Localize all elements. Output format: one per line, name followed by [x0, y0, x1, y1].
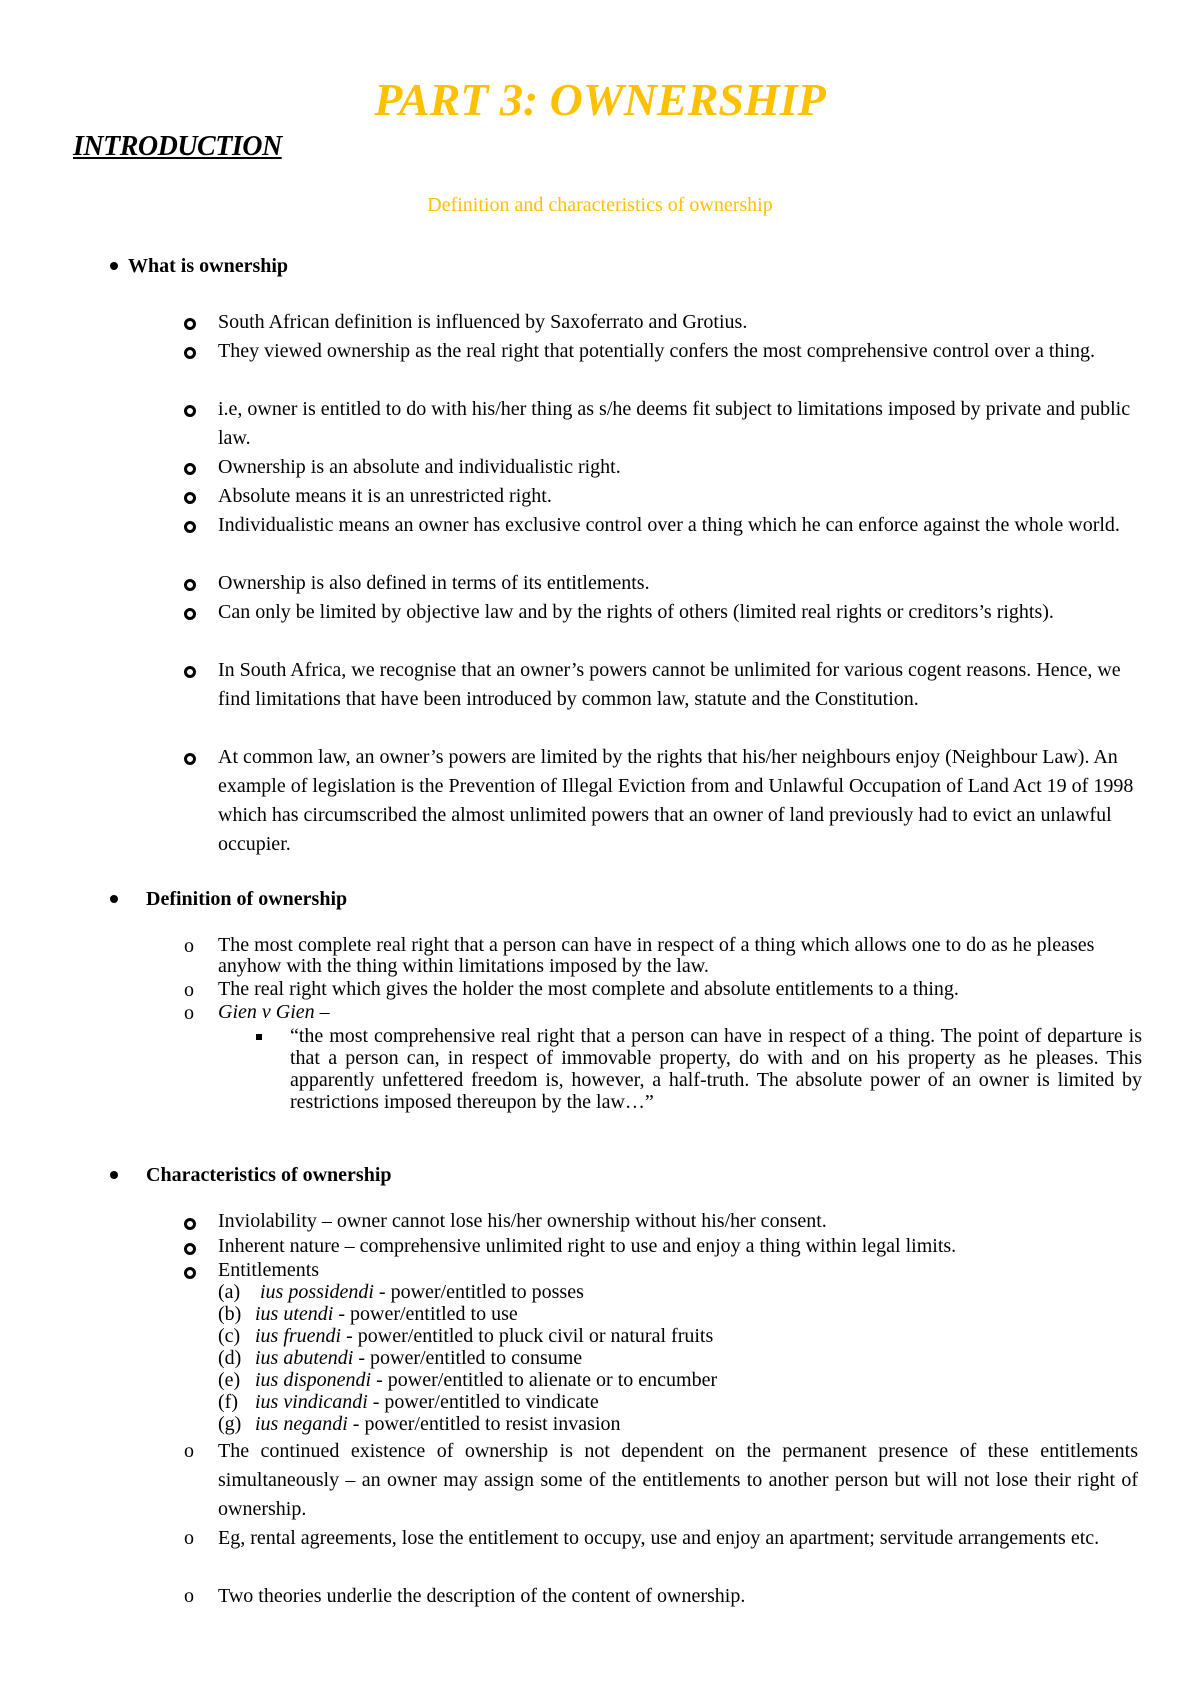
circle-bullet-icon: o — [184, 1527, 194, 1549]
entitlement-desc: - power/entitled to posses — [373, 1281, 584, 1303]
list-item-text: Can only be limited by objective law and by the rights of others (limited real rights or creditors’s rights). — [218, 601, 1054, 623]
list-item-text: Two theories underlie the description of the content of ownership. — [218, 1585, 746, 1607]
circle-bullet-icon — [184, 666, 196, 678]
entitlement-term: ius negandi — [255, 1413, 348, 1435]
entitlement-label: (f) — [218, 1391, 238, 1413]
entitlement-item — [218, 1413, 1118, 1435]
case-name: Gien v Gien — [218, 1001, 315, 1023]
entitlement-item — [218, 1391, 1118, 1413]
entitlement-desc: - power/entitled to pluck civil or natural fruits — [341, 1325, 714, 1347]
entitlement-desc: - power/entitled to resist invasion — [347, 1413, 621, 1435]
circle-bullet-icon: o — [184, 1585, 194, 1607]
circle-bullet-icon: o — [184, 1002, 194, 1024]
list-item-text: South African definition is influenced by Saxoferrato and Grotius. — [218, 311, 748, 333]
entitlement-desc: - power/entitled to alienate or to encumber — [371, 1369, 718, 1391]
entitlement-label: (e) — [218, 1369, 241, 1391]
entitlement-label: (c) — [218, 1325, 241, 1347]
list-item-text: Absolute means it is an unrestricted right. — [218, 485, 552, 507]
heading-text: What is ownership — [128, 255, 289, 277]
section-heading: INTRODUCTION — [73, 131, 282, 162]
entitlement-term: ius disponendi — [255, 1369, 372, 1391]
circle-bullet-icon: o — [184, 979, 194, 1001]
bullet-dot-icon — [110, 1171, 118, 1179]
entitlement-desc: - power/entitled to vindicate — [367, 1391, 599, 1413]
entitlement-term: ius utendi — [255, 1303, 334, 1325]
page-title: PART 3: OWNERSHIP — [374, 74, 826, 125]
list-item-text: Eg, rental agreements, lose the entitlement to occupy, use and enjoy an apartment; servitude arrangements etc. — [218, 1527, 1100, 1549]
list-item-text: They viewed ownership as the real right that potentially confers the most comprehensive control over a thing. — [218, 340, 1095, 362]
list-item-text: Ownership is an absolute and individualistic right. — [218, 456, 621, 478]
heading-text: Characteristics of ownership — [146, 1164, 392, 1186]
circle-bullet-icon — [184, 753, 196, 765]
entitlement-term: ius abutendi — [255, 1347, 354, 1369]
bullet-dot-icon — [110, 895, 118, 903]
entitlement-item — [218, 1281, 1118, 1303]
circle-bullet-icon — [184, 463, 196, 475]
entitlement-term: ius fruendi — [255, 1325, 342, 1347]
heading-text: Definition of ownership — [146, 888, 348, 910]
list-item-text: Entitlements — [218, 1259, 320, 1281]
entitlement-desc: - power/entitled to consume — [353, 1347, 583, 1369]
circle-bullet-icon: o — [184, 935, 194, 957]
list-item-text: The most complete real right that a person can have in respect of a thing which allows one to do as he pleases anyhow with the thing within limitations imposed by the law. — [218, 934, 1095, 977]
circle-bullet-icon — [184, 492, 196, 504]
entitlement-item — [218, 1303, 1118, 1325]
entitlement-item — [218, 1347, 1118, 1369]
circle-bullet-icon — [184, 1243, 196, 1255]
entitlement-label: (g) — [218, 1413, 242, 1435]
square-bullet-icon — [256, 1034, 262, 1040]
bullet-dot-icon — [110, 262, 118, 270]
list-item-text: Inviolability – owner cannot lose his/her ownership without his/her consent. — [218, 1210, 827, 1232]
circle-bullet-icon — [184, 521, 196, 533]
entitlement-term: ius vindicandi — [255, 1391, 368, 1413]
entitlement-label: (a) — [218, 1281, 241, 1303]
circle-bullet-icon: o — [184, 1440, 194, 1462]
list-item-text: At common law, an owner’s powers are limited by the rights that his/her neighbours enjoy (Neighbour Law). An example of legislation is the Prevention of Illegal Eviction from and Unlawful Occupation of Land Act 19 of 1998 which has circumscribed the almost unlimited powers that an owner of land previously had to evict an unlawful occupier. — [218, 746, 1134, 855]
entitlement-label: (b) — [218, 1303, 242, 1325]
list-item-text: Ownership is also defined in terms of its entitlements. — [218, 572, 650, 594]
circle-bullet-icon — [184, 1267, 196, 1279]
circle-bullet-icon — [184, 1218, 196, 1230]
circle-bullet-icon — [184, 405, 196, 417]
list-item-text: Inherent nature – comprehensive unlimited right to use and enjoy a thing within legal limits. — [218, 1235, 957, 1257]
entitlement-item — [218, 1325, 1118, 1347]
subtitle: Definition and characteristics of ownership — [427, 194, 773, 216]
entitlement-label: (d) — [218, 1347, 242, 1369]
list-item-text: Individualistic means an owner has exclusive control over a thing which he can enforce against the whole world. — [218, 514, 1120, 536]
circle-bullet-icon — [184, 608, 196, 620]
circle-bullet-icon — [184, 347, 196, 359]
entitlement-desc: - power/entitled to use — [333, 1303, 518, 1325]
list-item-text: The continued existence of ownership is not dependent on the permanent presence of these entitlements simultaneously – an owner may assign some of the entitlements to another person but will not lose their right of ownership. — [218, 1440, 1138, 1520]
case-dash: – — [314, 1001, 330, 1023]
case-quote: “the most comprehensive real right that a person can have in respect of a thing. The point of departure is that a person can, in respect of immovable property, do with and on his property as he pleases. This apparently unfettered freedom is, however, a half-truth. The absolute power of an owner is limited by restrictions imposed thereupon by the law…” — [290, 1025, 1142, 1113]
case-citation — [218, 1002, 1138, 1023]
circle-bullet-icon — [184, 318, 196, 330]
entitlement-term: ius possidendi — [260, 1281, 374, 1303]
list-item-text: The real right which gives the holder the most complete and absolute entitlements to a thing. — [218, 978, 959, 1000]
list-item-text: i.e, owner is entitled to do with his/her thing as s/he deems fit subject to limitations imposed by private and public law. — [218, 398, 1131, 449]
list-item-text: In South Africa, we recognise that an owner’s powers cannot be unlimited for various cogent reasons. Hence, we find limitations that have been introduced by common law, statute and the Constitution. — [218, 659, 1121, 710]
entitlement-item — [218, 1369, 1118, 1391]
circle-bullet-icon — [184, 579, 196, 591]
